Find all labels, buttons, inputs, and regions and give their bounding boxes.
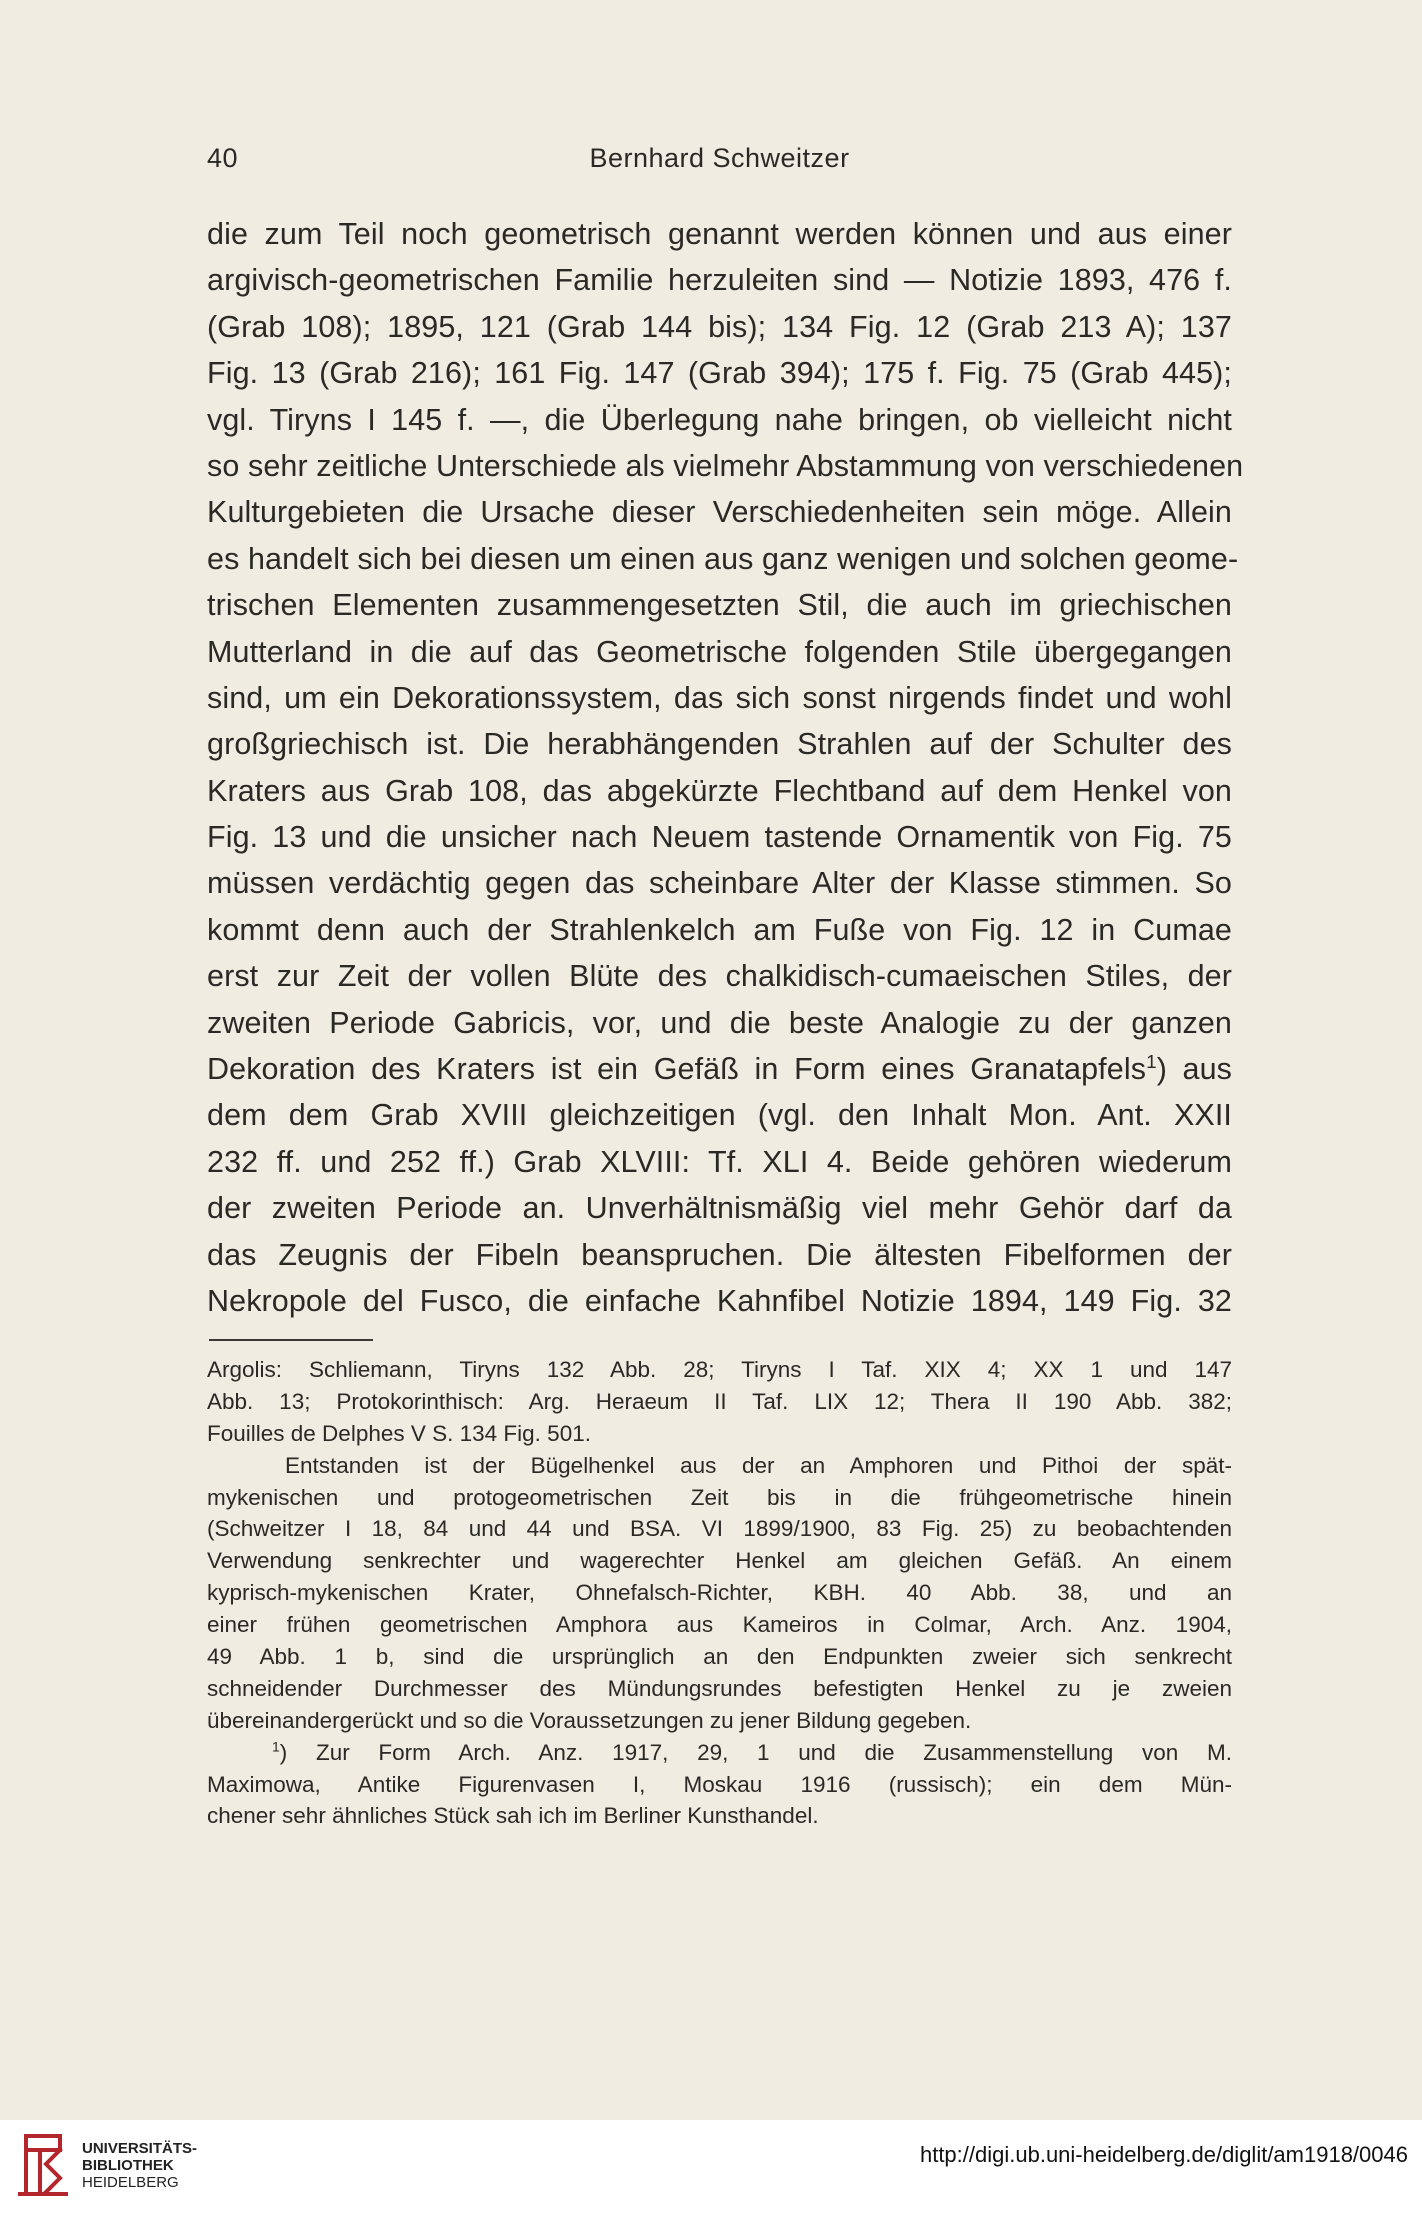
- body-line: müssen verdächtig gegen das scheinbare Alter der Klasse stimmen. So: [207, 866, 1232, 901]
- page-number: 40: [207, 143, 239, 173]
- body-line: dem dem Grab XVIII gleichzeitigen (vgl. den Inhalt Mon. Ant. XXII: [207, 1098, 1232, 1133]
- footnote-line: (Schweitzer I 18, 84 und 44 und BSA. VI 1899/1900, 83 Fig. 25) zu beobachtenden: [207, 1516, 1232, 1542]
- footnote-line: Fouilles de Delphes V S. 134 Fig. 501.: [207, 1420, 591, 1446]
- body-line: Nekropole del Fusco, die einfache Kahnfibel Notizie 1894, 149 Fig. 32: [207, 1283, 1232, 1318]
- body-text: [207, 211, 1244, 1324]
- digitization-footer: [0, 2120, 1422, 2228]
- body-line: Fig. 13 und die unsicher nach Neuem tastende Ornamentik von Fig. 75: [207, 820, 1232, 855]
- body-line: erst zur Zeit der vollen Blüte des chalkidisch-cumaeischen Stiles, der: [207, 959, 1232, 994]
- footnote-line: kyprisch-mykenischen Krater, Ohnefalsch-Richter, KBH. 40 Abb. 38, und an: [207, 1580, 1232, 1606]
- footnote-ref-tail: ) aus: [1156, 1052, 1233, 1087]
- footnote-line: 49 Abb. 1 b, sind die ursprünglich an den Endpunkten zweier sich senkrecht: [207, 1644, 1232, 1670]
- running-head: Bernhard Schweitzer: [589, 143, 850, 173]
- body-line: es handelt sich bei diesen um einen aus ganz wenigen und solchen geome-: [207, 541, 1239, 576]
- footnote-line: übereinandergerückt und so die Voraussetzungen zu jener Bildung gegeben.: [207, 1707, 972, 1733]
- footnote-line: schneidender Durchmesser des Mündungsrundes befestigten Henkel zu je zweien: [207, 1675, 1232, 1701]
- body-line: das Zeugnis der Fibeln beanspruchen. Die ältesten Fibelformen der: [207, 1237, 1232, 1272]
- body-line-footnote-ref: [207, 1046, 1232, 1092]
- body-line: trischen Elementen zusammengesetzten Stil, die auch im griechischen: [207, 588, 1232, 623]
- footnotes: [207, 1354, 1232, 1832]
- footnote-line: Abb. 13; Protokorinthisch: Arg. Heraeum II Taf. LIX 12; Thera II 190 Abb. 382;: [207, 1388, 1232, 1414]
- source-url-link[interactable]: http://digi.ub.uni-heidelberg.de/diglit/am1918/0046: [919, 2142, 1408, 2167]
- body-line: vgl. Tiryns I 145 f. —, die Überlegung nahe bringen, ob vielleicht nicht: [207, 402, 1232, 437]
- body-line: zweiten Periode Gabricis, vor, und die beste Analogie zu der ganzen: [207, 1005, 1232, 1040]
- body-line: der zweiten Periode an. Unverhältnismäßig viel mehr Gehör darf da: [207, 1191, 1232, 1226]
- footnote-line: chener sehr ähnliches Stück sah ich im Berliner Kunsthandel.: [207, 1803, 819, 1829]
- library-name-line: HEIDELBERG: [82, 2174, 179, 2191]
- body-line: argivisch-geometrischen Familie herzuleiten sind — Notizie 1893, 476 f.: [207, 263, 1232, 298]
- library-name: [82, 2140, 197, 2191]
- footnote-line: Maximowa, Antike Figurenvasen I, Moskau 1916 (russisch); ein dem Mün-: [207, 1771, 1232, 1797]
- body-line: Kulturgebieten die Ursache dieser Verschiedenheiten sein möge. Allein: [207, 495, 1232, 530]
- footnote-1-text: ) Zur Form Arch. Anz. 1917, 29, 1 und die Zusammenstellung von M.: [279, 1739, 1232, 1765]
- footnote-line: Argolis: Schliemann, Tiryns 132 Abb. 28; Tiryns I Taf. XIX 4; XX 1 und 147: [207, 1357, 1232, 1382]
- body-line: 232 ff. und 252 ff.) Grab XLVIII: Tf. XLI 4. Beide gehören wiederum: [207, 1144, 1232, 1179]
- footnote-divider: [209, 1339, 373, 1341]
- page-header: [207, 143, 1232, 183]
- body-line: kommt denn auch der Strahlenkelch am Fuße von Fig. 12 in Cumae: [207, 912, 1232, 947]
- footnote-1-line: [207, 1737, 1232, 1769]
- library-name-line: UNIVERSITÄTS-: [82, 2140, 198, 2157]
- body-line: (Grab 108); 1895, 121 (Grab 144 bis); 134 Fig. 12 (Grab 213 A); 137: [207, 309, 1232, 344]
- library-name-line: BIBLIOTHEK: [82, 2157, 174, 2174]
- footnote-ref-marker[interactable]: 1: [1146, 1051, 1157, 1073]
- body-line-text: Dekoration des Kraters ist ein Gefäß in Form eines Granatapfels: [207, 1052, 1147, 1087]
- footnote-line: mykenischen und protogeometrischen Zeit bis in die frühgeometrische hinein: [207, 1484, 1232, 1510]
- footnote-line: einer frühen geometrischen Amphora aus Kameiros in Colmar, Arch. Anz. 1904,: [207, 1612, 1232, 1638]
- body-line: Fig. 13 (Grab 216); 161 Fig. 147 (Grab 394); 175 f. Fig. 75 (Grab 445);: [207, 356, 1232, 391]
- body-line: großgriechisch ist. Die herabhängenden Strahlen auf der Schulter des: [207, 727, 1232, 762]
- body-line: sind, um ein Dekorationssystem, das sich sonst nirgends findet und wohl: [207, 680, 1232, 715]
- body-line: Mutterland in die auf das Geometrische folgenden Stile übergegangen: [207, 634, 1232, 669]
- body-line: Kraters aus Grab 108, das abgekürzte Flechtband auf dem Henkel von: [207, 773, 1232, 808]
- footnote-line: Entstanden ist der Bügelhenkel aus der an Amphoren und Pithoi der spät-: [285, 1452, 1232, 1478]
- ub-heidelberg-logo-icon: [16, 2130, 70, 2200]
- body-line: die zum Teil noch geometrisch genannt werden können und aus einer: [207, 217, 1232, 251]
- footnote-1-marker: 1: [272, 1738, 280, 1755]
- body-line: so sehr zeitliche Unterschiede als vielmehr Abstammung von verschiedenen: [207, 448, 1244, 483]
- footnote-line: Verwendung senkrechter und wagerechter Henkel am gleichen Gefäß. An einem: [207, 1548, 1232, 1574]
